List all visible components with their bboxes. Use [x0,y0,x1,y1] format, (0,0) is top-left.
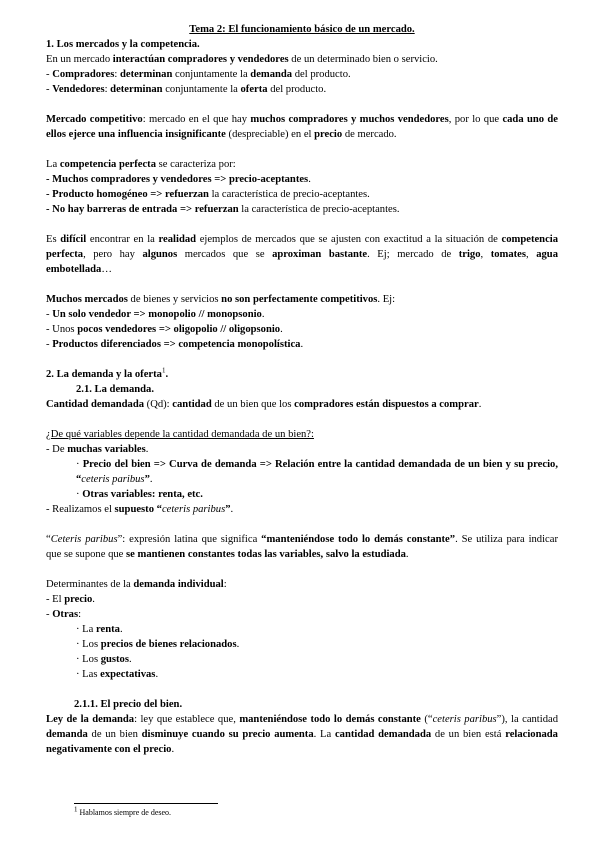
s1-pc-item-3: - No hay barreras de entrada => refuerzan la característica de precio-aceptantes. [46,204,400,215]
s1-reality: Es difícil encontrar en la realidad ejemplos de mercados que se ajusten con exactitud a la situación de competencia perfecta, pero hay algunos mercados que se aproximan bastante. Ej; mercado de trigo, tomates, agua embotellada… [46,234,559,275]
s2-quantity-demanded: Cantidad demandada (Qd): cantidad de un bien que los compradores están dispuestos a comprar. [46,399,482,410]
section-2-heading: 2. La demanda y la oferta$^1$. [46,366,169,380]
s1-nc-item-3: - Productos diferenciados => competencia monopolística. [46,339,304,350]
page-title: Tema 2: El funcionamiento básico de un mercado. [189,24,415,35]
s1-non-competitive: Muchos mercados de bienes y servicios no son perfectamente competitivos. Ej: [46,294,396,305]
s2-q-item-1: - De muchas variables. [46,444,149,455]
s1-pc-item-2: - Producto homogéneo => refuerzan la característica de precio-aceptantes. [46,189,370,200]
s2-det-income: · La renta. [76,624,123,635]
s1-pc-item-1: - Muchos compradores y vendedores => precio-aceptantes. [46,174,311,185]
s1-intro: En un mercado interactúan compradores y vendedores de un determinado bien o servicio. [46,54,438,65]
s2-determinants: Determinantes de la demanda individual: [46,579,227,590]
s2-q-item-1b: · Otras variables: renta, etc. [76,489,203,500]
s2-det-expectations: · Las expectativas. [76,669,159,680]
s2-question: ¿De qué variables depende la cantidad demandada de un bien?: [46,429,314,440]
s2-det-related-prices: · Los precios de bienes relacionados. [76,639,240,650]
section-1-heading: 1. Los mercados y la competencia. [46,39,200,50]
s2-ceteris-paribus: “Ceteris paribus”: expresión latina que significa “manteniéndose todo lo demás constante”. Se utiliza para indicar que se supone que se mantienen constantes todas las variables, salvo la estudiada. [46,534,558,560]
s1-buyers: - Compradores: determinan conjuntamente la demanda del producto. [46,69,351,80]
s2-det-tastes: · Los gustos. [76,654,132,665]
s2-law-of-demand: Ley de la demanda: ley que establece que, manteniéndose todo lo demás constante (“ceteris paribus”), la cantidad demanda de un bien disminuye cuando su precio aumenta. La cantidad demandada de un bien está relacionada negativamente con el precio. [46,714,558,755]
s2-det-others: - Otras: [46,609,82,620]
subsection-price: 2.1.1. El precio del bien. [74,699,183,710]
s1-nc-item-2: - Unos pocos vendedores => oligopolio // oligopsonio. [46,324,283,335]
s1-competitive-market: Mercado competitivo: mercado en el que hay muchos compradores y muchos vendedores, por lo que cada uno de ellos ejerce una influencia insignificante (despreciable) en el precio de mercado. [46,114,558,140]
s2-q-item-2: - Realizamos el supuesto “ceteris paribus”. [46,504,234,515]
s1-perfect-competition: La competencia perfecta se caracteriza por: [46,159,236,170]
s2-q-item-1a: · Precio del bien => Curva de demanda => Relación entre la cantidad demandada de un bien y su precio, “ceteris paribus”. [76,459,558,485]
s2-det-price: - El precio. [46,594,95,605]
s1-sellers: - Vendedores: determinan conjuntamente la oferta del producto. [46,84,327,95]
footnote-rule [74,803,218,804]
s1-nc-item-1: - Un solo vendedor => monopolio // monopsonio. [46,309,265,320]
footnote: $^1$ Hablamos siempre de deseo. [74,805,172,817]
subsection-demand: 2.1. La demanda. [76,384,154,395]
document-page [46,22,558,757]
